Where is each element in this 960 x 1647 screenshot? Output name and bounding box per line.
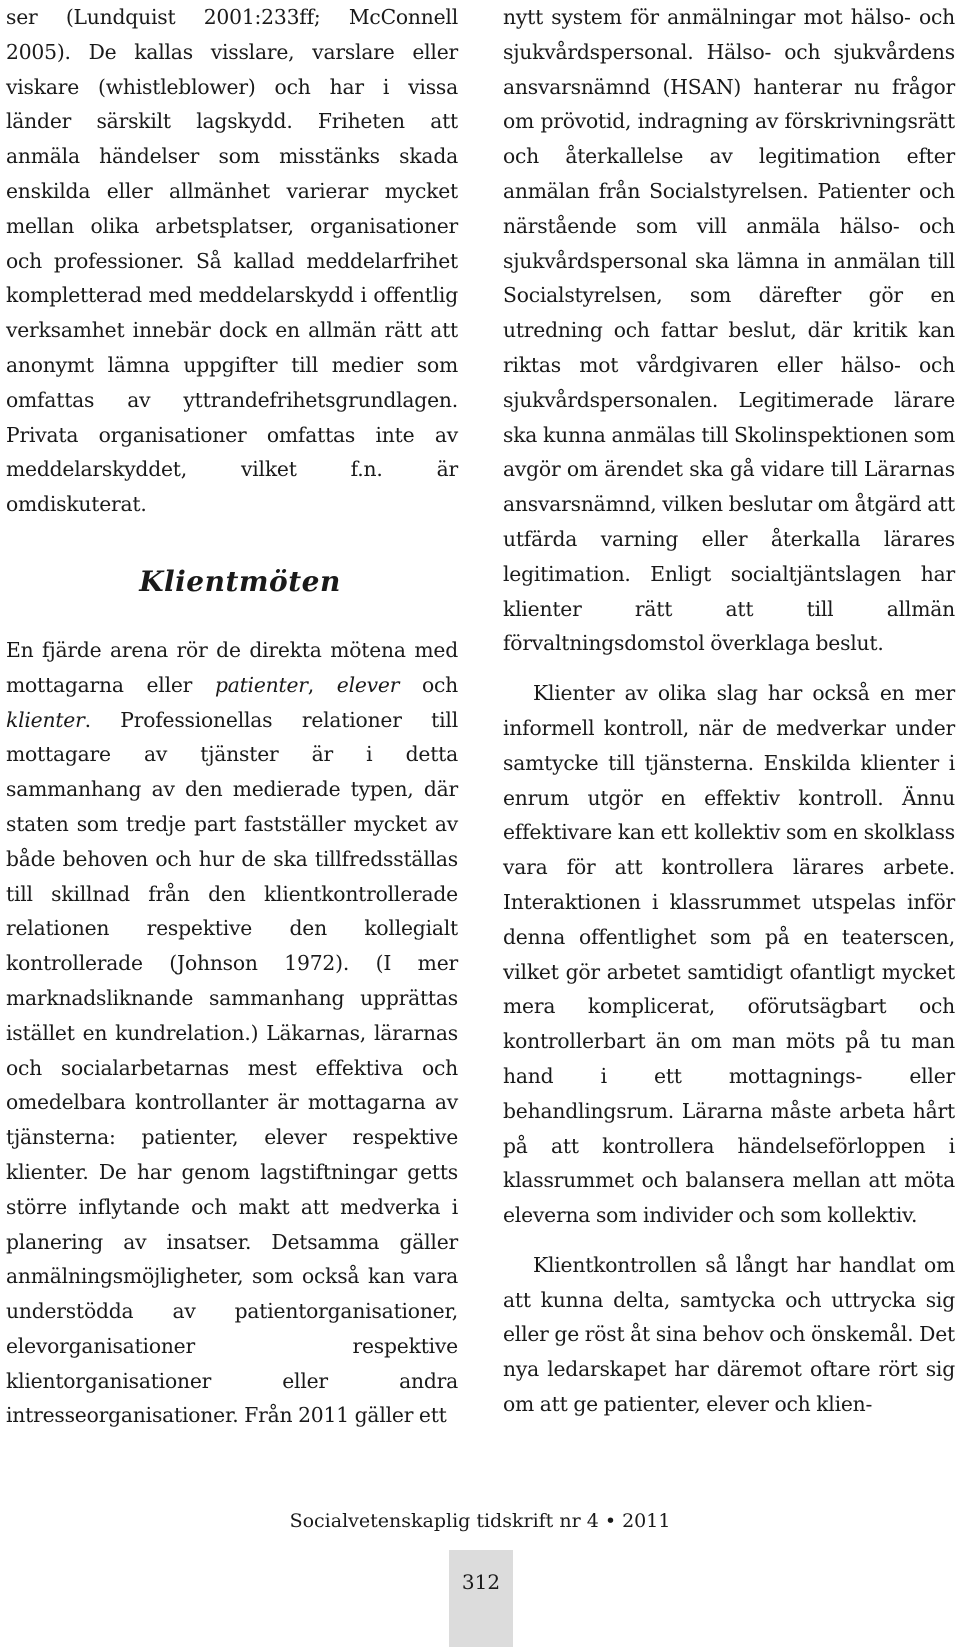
paragraph: Klienter av olika slag har också en mer informell kontroll, när de medverkar under samtycke till tjänsterna. Enskilda klienter i enrum utgör en effektiv kontroll. Ännu effektivare kan ett kollektiv som en skolklass vara för att kontrollera lärares arbete. Interaktionen i klassrummet utspelas inför denna offentlighet som på en teaterscen, vilket gör arbetet samtidigt ofantligt mycket mera komplicerat, oförutsägbart och kontrollerbart än om man möts på tu man hand i ett mottagnings- eller behandlingsrum. Lärarna måste arbeta hårt på att kontrollera händelseförloppen i klassrummet och balansera mellan att möta eleverna som individer och som kollektiv. [503, 681, 955, 1228]
page-number-box [449, 1550, 513, 1647]
paragraph-text: och [399, 672, 458, 697]
paragraph: Klientkontrollen så långt har handlat om att kunna delta, samtycka och uttrycka sig eller ge röst åt sina behov och önskemål. Det nya ledarskapet har däremot oftare rört sig om att ge patienter, elever och klien- [503, 1252, 955, 1417]
right-column [503, 0, 955, 1422]
journal-footer: Socialvetenskaplig tidskrift nr 4 • 2011 [289, 1510, 671, 1532]
paragraph-text: , [307, 672, 337, 697]
emphasis-term: klienter [6, 707, 85, 732]
emphasis-term: patienter [214, 672, 308, 697]
page-number: 312 [461, 1570, 501, 1594]
paragraph: nytt system för anmälningar mot hälso- och sjukvårdspersonal. Hälso- och sjukvårdens ansvarsnämnd (HSAN) hanterar nu frågor om prövotid, indragning av förskrivningsrätt och återkallelse av legitimation efter anmälan från Socialstyrelsen. Patienter och närstående som vill anmäla hälso- och sjukvårdspersonal ska lämna in anmälan till Socialstyrelsen, som därefter gör en utredning och fattar beslut, där kritik kan riktas mot vårdgivaren eller hälso- och sjukvårdspersonalen. Legitimerade lärare ska kunna anmälas till Skolinspektionen som avgör om ärendet ska gå vidare till Lärarnas ansvarsnämnd, vilken beslutar om åtgärd att utfärda varning eller återkalla lärares legitimation. Enligt socialtjäntslagen har klienter rätt att till allmän förvaltningsdomstol överklaga beslut. [503, 5, 955, 656]
paragraph-text: En fjärde arena rör de direkta mötena med mottagarna eller [6, 637, 458, 697]
paragraph: ser (Lundquist 2001:233ff; McConnell 2005). De kallas visslare, varslare eller viskare (whistleblower) och har i vissa länder särskilt lagskydd. Friheten att anmäla händelser som misstänks skada enskilda eller allmänhet varierar mycket mellan olika arbetsplatser, organisationer och professioner. Så kallad meddelarfrihet kompletterad med meddelarskydd i offentlig verksamhet innebär dock en allmän rätt att anonymt lämna uppgifter till medier som omfattas av yttrandefrihetsgrundlagen. Privata organisationer omfattas inte av meddelarskyddet, vilket f.n. är omdiskuterat. [6, 5, 458, 517]
section-heading: Klientmöten [139, 564, 341, 598]
emphasis-term: elever [336, 672, 400, 697]
paragraph-text: . Professionellas relationer till mottagare av tjänster är i detta sammanhang av den medierade typen, där staten som tredje part fastställer mycket av både behoven och hur de ska tillfredsställas till skillnad från den klientkontrollerade relationen respektive den kollegialt kontrollerade (Johnson 1972). (I mer marknadsliknande sammanhang upprättas istället en kundrelation.) Läkarnas, lärarnas och socialarbetarnas mest effektiva och omedelbara kontrollanter är mottagarna av tjänsterna: patienter, elever respektive klienter. De har genom lagstiftningar getts större inflytande och makt att medverka i planering av insatser. Detsamma gäller anmälningsmöjligheter, som också kan vara understödda av patientorganisationer, elevorganisationer respektive klientorganisationer eller andra intresseorganisationer. Från 2011 gäller ett [6, 707, 458, 1428]
left-column [6, 0, 458, 1433]
paragraph [6, 633, 458, 1433]
